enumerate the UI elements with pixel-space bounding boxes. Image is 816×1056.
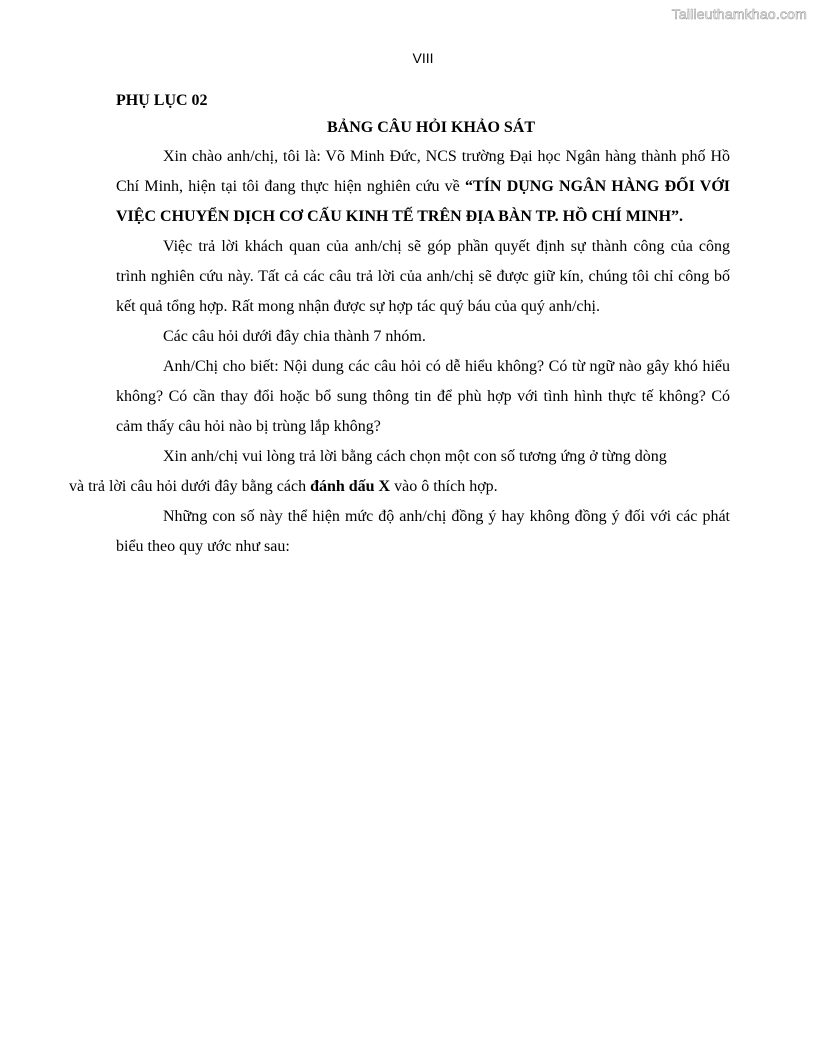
appendix-label: PHỤ LỤC 02 bbox=[116, 92, 208, 109]
mark-x-instruction: đánh dấu X bbox=[310, 478, 391, 495]
intro-paragraph bbox=[116, 142, 730, 232]
watermark: Tailieuthamkhao.com bbox=[671, 6, 807, 22]
document-body bbox=[69, 88, 730, 562]
instruction-line-2-text: và trả lời câu hỏi dưới đây bằng cách bbox=[69, 478, 311, 495]
instruction-line-1: Xin anh/chị vui lòng trả lời bằng cách chọn một con số tương ứng ở từng dòng bbox=[163, 448, 667, 465]
page-number: VIII bbox=[412, 50, 434, 66]
scale-paragraph: Những con số này thể hiện mức độ anh/chị đồng ý hay không đồng ý đối với các phát biểu theo quy ước như sau: bbox=[116, 508, 730, 555]
instruction-paragraph bbox=[69, 442, 730, 502]
instruction-line-2 bbox=[69, 472, 498, 502]
groups-paragraph: Các câu hỏi dưới đây chia thành 7 nhóm. bbox=[163, 328, 426, 345]
research-topic: “TÍN DỤNG NGÂN HÀNG ĐỐI VỚI VIỆC CHUYỂN DỊCH CƠ CẤU KINH TẾ TRÊN ĐỊA BÀN TP. HỒ CHÍ MINH”. bbox=[116, 178, 730, 225]
document-title: BẢNG CÂU HỎI KHẢO SÁT bbox=[326, 119, 536, 136]
feedback-paragraph: Anh/Chị cho biết: Nội dung các câu hỏi có dễ hiểu không? Có từ ngữ nào gây khó hiểu không? Có cần thay đổi hoặc bổ sung thông tin để phù hợp với tình hình thực tế không? Có cảm thấy câu hỏi nào bị trùng lắp không? bbox=[116, 358, 730, 435]
confidentiality-paragraph: Việc trả lời khách quan của anh/chị sẽ góp phần quyết định sự thành công của công trình nghiên cứu này. Tất cả các câu trả lời của anh/chị sẽ được giữ kín, chúng tôi chỉ công bố kết quả tổng hợp. Rất mong nhận được sự hợp tác quý báu của quý anh/chị. bbox=[116, 238, 730, 315]
instruction-line-2-end: vào ô thích hợp. bbox=[390, 478, 498, 495]
intro-text: Xin chào anh/chị, tôi là: Võ Minh Đức, NCS trường Đại học Ngân hàng thành phố Hồ Chí Minh, hiện tại tôi đang thực hiện nghiên cứu về bbox=[116, 148, 730, 195]
